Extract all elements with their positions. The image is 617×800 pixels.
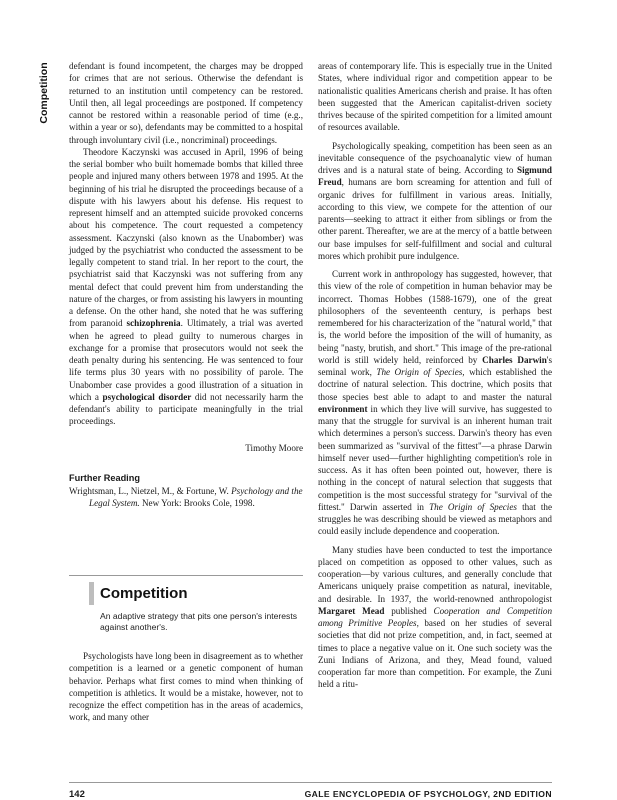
further-reading-heading: Further Reading [69,472,140,483]
paragraph-darwin [318,268,552,538]
cross-reference-link[interactable]: psychological disorder [102,391,192,402]
text-run: New York: Brooks Cole, 1998. [141,498,255,509]
left-column [69,60,303,510]
paragraph-freud [318,140,552,263]
cross-reference-link[interactable]: schizophrenia [126,318,181,329]
text-run: published [391,605,427,616]
text-run: . Ultimately, a trial was averted when he agreed to plead guilty to numerous charges in exchange for a promise that prosecutors would not seek the death penalty during his sentencing. He was sentenced to four life terms plus 30 years with no possibility of parole. The Unabomber case provides a good illustration of a situation in which a [69,318,303,402]
text-run: 's seminal work, [318,354,552,377]
entry-definition: An adaptive strategy that pits one person's interests against another's. [100,611,298,632]
text-run: Many studies have been conducted to test the importance placed on competition as opposed to other values, such as cooperation—by various cultures, and generally conclude that Americans uniquely praise competition as natural, inevitable, and desirable. In 1937, the world-renowned anthropologist [318,544,552,604]
entry-heading-block [69,575,303,634]
heading-accent-bar [89,582,94,605]
running-side-label [36,62,52,124]
paragraph-kaczynski [69,146,303,428]
text-run: that the struggles he was describing should be viewed as metaphors and could easily include dependence and cooperation. [318,501,553,537]
cross-reference-link[interactable]: Sigmund Freud [318,165,552,188]
book-title: The Origin of Species [429,501,517,512]
text-run: , humans are born screaming for attention and full of organic drives for fulfillment in various areas. Initially, according to this view, we compete for the attention of our parents—seeking to attract it either from siblings or from the other parent. Thereafter, we are at the mercy of a battle between our base impulses for self-fulfillment and social and cultural mores which prohibit pure indulgence. [318,177,552,261]
right-column [318,60,552,691]
book-title: Psychology and the Legal System. [89,486,303,509]
author-signature: Timothy Moore [245,442,303,453]
text-run: Psychologically speaking, competition has been seen as an inevitable consequence of the psychoanalytic view of human drives and is a natural state of being. According to [318,140,552,175]
left-column-lower [69,650,303,724]
footer-divider [69,782,552,783]
text-run: Current work in anthropology has suggested, however, that this view of the role of competition in human behavior may be incorrect. Thomas Hobbes (1588-1679), one of the great philosophers of the seventeenth century, is perhaps best remembered for his characterization of the "natural world," that is, the world before the imposition of the will of humanity, as being "nasty, brutish, and short." This image of the pre-rational world is still widely held, reinforced by [318,269,552,365]
text-run: Wrightsman, L., Nietzel, M., & Fortune, W. [69,486,229,496]
page-number: 142 [69,789,85,800]
text-run: in which they live will survive, has suggested to many that the struggle for survival is an inherent human trait which determines a person's success. Darwin's theory has even been summarized as "survival of the fittest"—a phrase Darwin himself never used—further highlighting competition's role in success. As it has often been pointed out, however, there is nothing in the concept of natural selection that suggests that competition is the most successful strategy for "survival of the fittest." Darwin asserted in [318,403,552,512]
side-label-text: Competition [38,62,50,124]
paragraph-mead [318,544,552,691]
cross-reference-link[interactable]: environment [318,403,368,414]
running-footer-title: GALE ENCYCLOPEDIA OF PSYCHOLOGY, 2ND EDITION [304,789,552,799]
book-title: The Origin of Species, [376,367,465,377]
cross-reference-link[interactable]: Margaret Mead [318,605,385,616]
cross-reference-link[interactable]: Charles Darwin [482,354,547,365]
paragraph: defendant is found incompetent, the charges may be dropped for crimes that are not serious. Otherwise the defendant is returned to an institution until competency can be restored. Until then, all legal proceedings are postponed. If competency cannot be restored within a reasonable period of time (e.g., within a year or so), defendants may be committed to a hospital through involuntary civil (i.e., noncriminal) proceedings. [69,61,303,145]
paragraph: areas of contemporary life. This is especially true in the United States, where individual rigor and competition appear to be nationalistic qualities Americans cherish and praise. It has often been suggested that the American capitalist-driven society thrives because of the spirited competition for a limited amount of resources available. [318,61,552,133]
book-title: Cooperation and Competition among Primitive Peoples, [318,605,553,628]
paragraph: Psychologists have long been in disagreement as to whether competition is a learned or a genetic component of human behavior. Perhaps what first comes to mind when thinking of competition is athletics. It would be a mistake, however, not to recognize the effect competition has in the areas of academics, work, and many other [69,651,303,723]
text-run: which established the doctrine of natural selection. This doctrine, which posits that those species best able to adapt to and master the natural [318,367,553,402]
text-run: Theodore Kaczynski was accused in April, 1996 of being the serial bomber who built homemade bombs that killed three people and injured many others between 1978 and 1995. At the beginning of his trial he disrupted the proceedings because of a dispute with his lawyers about his defense. His request to represent himself and an attempted suicide provoked concerns about his competence. The court requested a competency assessment. Kaczynski (also known as the Unabomber) was judged by the psychiatrist who conducted the assessment to be legally competent to stand trial. In her report to the court, the psychiatrist said that Kaczynski was not suffering from any mental defect that could prevent him from understanding the nature of the charges, or from assisting his lawyers in mounting a defense. On the other hand, she noted that he was suffering from paranoid [69,146,303,329]
entry-title: Competition [100,585,188,602]
text-run: based on her studies of several societies that did not prize competition, and, in fact, seemed at times to place a negative value on it. One such society was the Zuni Indians of Arizona, and they, Mead found, valued cooperation far more than competition. For example, the Zuni held a ritu- [318,618,553,690]
text-run: did not necessarily harm the defendant's ability to participate meaningfully in the trial proceedings. [69,391,304,427]
further-reading-entry [69,485,303,510]
